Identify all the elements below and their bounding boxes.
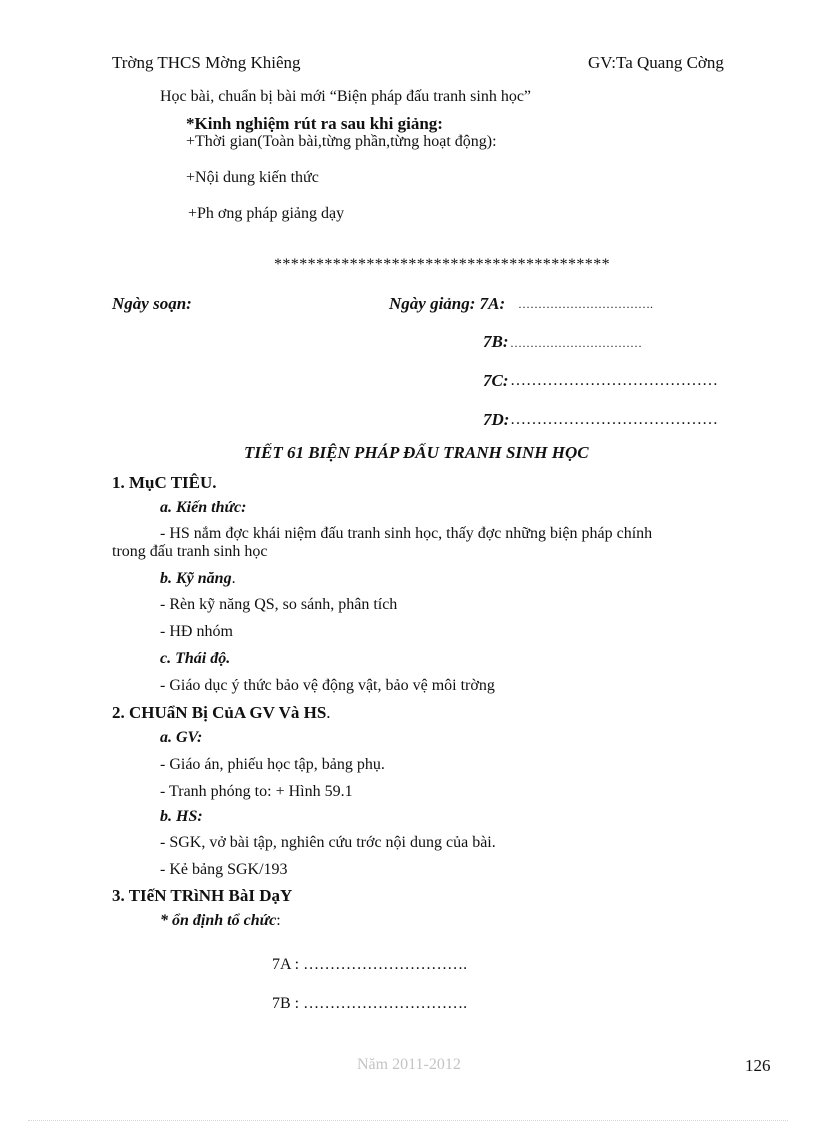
section-3-title: 3. TIếN TRìNH BàI DạY (112, 886, 293, 905)
experience-title: *Kinh nghiệm rút ra sau khi giảng: (186, 114, 443, 133)
section-1a-title: a. Kiến thức: (160, 499, 247, 516)
teach-date-label: Ngày giảng: 7A: (389, 294, 506, 313)
section-1c-item1: - Giáo dục ý thức bảo vệ động vật, bảo vệ môi trờng (160, 677, 495, 694)
dots-7d: ………………………………… (510, 411, 718, 428)
section-1b-item1: - Rèn kỹ năng QS, so sánh, phân tích (160, 596, 398, 613)
page-number: 126 (745, 1056, 771, 1075)
separator: **************************************** (274, 256, 610, 273)
label-7c: 7C: (483, 371, 509, 390)
label-7d: 7D: (483, 410, 510, 429)
section-1b-item2: - HĐ nhóm (160, 623, 233, 640)
section-1-title: 1. MụC TIÊU. (112, 473, 217, 492)
section-2a-item2: - Tranh phóng to: + Hình 59.1 (160, 783, 353, 800)
time-line: +Thời gian(Toàn bài,từng phần,từng hoạt động): (186, 133, 497, 150)
section-2a-title: a. GV: (160, 729, 203, 746)
section-2-title: 2. CHUẩN Bị CủA GV Và HS. (112, 703, 331, 722)
dots-7c: ………………………………… (510, 372, 718, 389)
section-2b-item1: - SGK, vở bài tập, nghiên cứu trớc nội dung của bài. (160, 834, 496, 851)
section-1b-title: b. Kỹ năng. (160, 570, 236, 587)
dots-7b: …………………………… (510, 336, 642, 350)
section-2b-title: b. HS: (160, 808, 203, 825)
method-line: +Ph ơng pháp giảng dạy (188, 205, 345, 222)
section-1a-line1: - HS nắm đợc khái niệm đấu tranh sinh học, thấy đợc những biện pháp chính (160, 525, 653, 542)
homework-line: Học bài, chuẩn bị bài mới “Biện pháp đấu tranh sinh học” (160, 88, 532, 105)
bottom-divider (28, 1120, 788, 1121)
content-line: +Nội dung kiến thức (186, 169, 319, 186)
section-2b-item2: - Kẻ bảng SGK/193 (160, 861, 288, 878)
dots-7a: ……………………………. (518, 297, 653, 311)
header-teacher: GV:Ta Quang Cờng (588, 53, 724, 72)
lesson-title: TIẾT 61 BIỆN PHÁP ĐẤU TRANH SINH HỌC (244, 443, 589, 462)
class-7b-attendance: 7B : …………………………. (272, 995, 468, 1012)
class-7a-attendance: 7A : …………………………. (272, 956, 468, 973)
prep-date-label: Ngày soạn: (112, 294, 192, 313)
label-7b: 7B: (483, 332, 509, 351)
section-1a-line2: trong đấu tranh sinh học (112, 543, 268, 560)
section-1c-title: c. Thái độ. (160, 650, 231, 667)
header-school: Trờng THCS Mờng Khiêng (112, 53, 301, 72)
section-3-org: * ổn định tổ chức: (160, 912, 281, 929)
footer-year: Năm 2011-2012 (357, 1056, 461, 1073)
section-2a-item1: - Giáo án, phiếu học tập, bảng phụ. (160, 756, 385, 773)
